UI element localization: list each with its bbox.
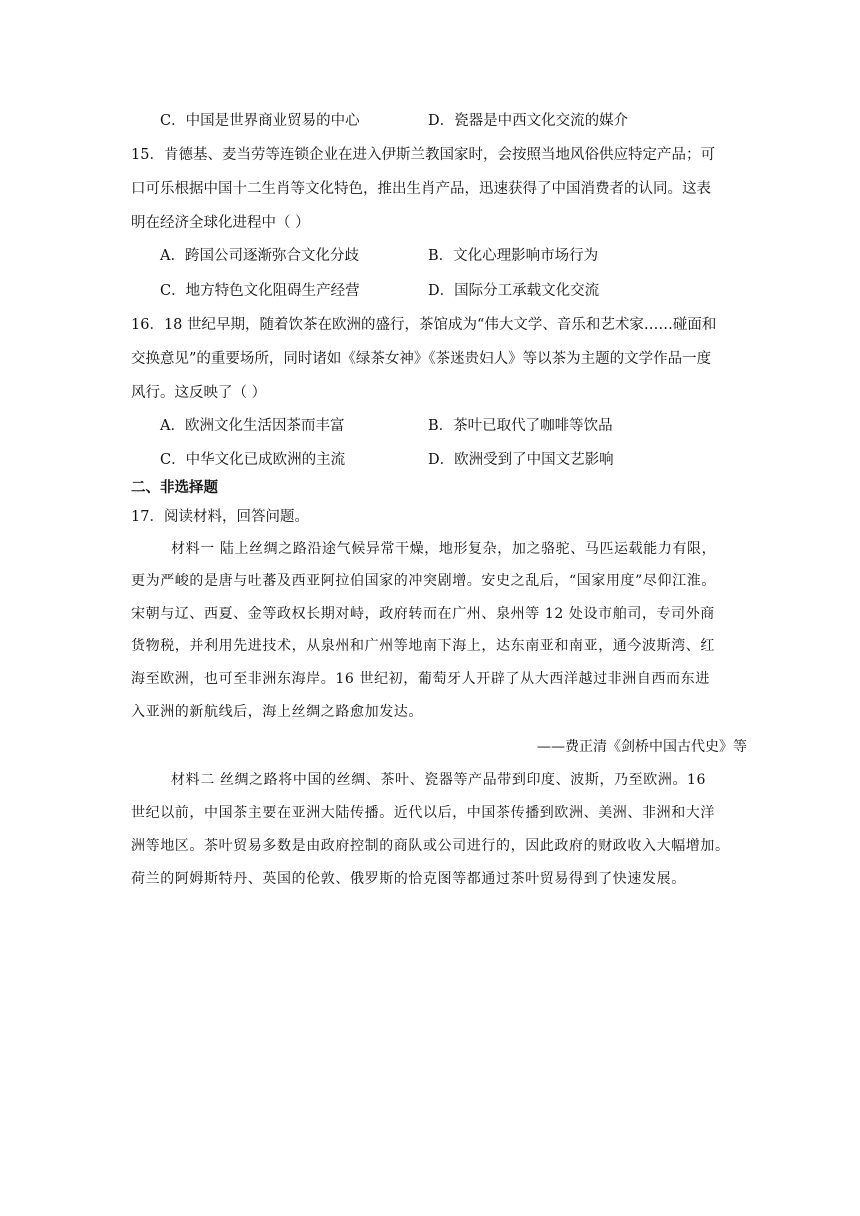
q15-option-a: A．跨国公司逐渐弥合文化分歧 bbox=[160, 248, 359, 264]
q15-option-c: C．地方特色文化阻碍生产经营 bbox=[160, 283, 360, 299]
q15-option-d: D．国际分工承载文化交流 bbox=[428, 283, 600, 299]
material1-line-4: 货物税，并利用先进技术，从泉州和广州等地南下海上，达东南亚和南亚，通今波斯湾、红 bbox=[131, 638, 715, 654]
q14-option-c: C．中国是世界商业贸易的中心 bbox=[160, 113, 360, 129]
q16-option-a: A．欧洲文化生活因茶而丰富 bbox=[160, 418, 345, 434]
material1-line-1: 材料一 陆上丝绸之路沿途气候异常干燥，地形复杂，加之骆驼、马匹运载能力有限， bbox=[171, 541, 717, 557]
material2-line-1: 材料二 丝绸之路将中国的丝绸、茶叶、瓷器等产品带到印度、波斯，乃至欧洲。16 bbox=[171, 772, 707, 788]
q14-option-d: D．瓷器是中西文化交流的媒介 bbox=[428, 113, 629, 129]
section-heading-non-choice: 二、非选择题 bbox=[131, 479, 218, 496]
q16-option-b: B．茶叶已取代了咖啡等饮品 bbox=[428, 418, 613, 434]
q15-stem-line-2: 口可乐根据中国十二生肖等文化特色，推出生肖产品，迅速获得了中国消费者的认同。这表 bbox=[131, 181, 711, 197]
q17-prompt: 17．阅读材料，回答问题。 bbox=[131, 509, 309, 525]
material1-line-5: 海至欧洲，也可至非洲东海岸。16 世纪初，葡萄牙人开辟了从大西洋越过非洲自西而东进 bbox=[131, 671, 710, 687]
q16-option-d: D．欧洲受到了中国文艺影响 bbox=[428, 452, 614, 468]
q16-option-c: C．中华文化已成欧洲的主流 bbox=[160, 452, 346, 468]
q16-stem-line-2: 交换意见”的重要场所，同时诸如《绿茶女神》《茶迷贵妇人》等以茶为主题的文学作品一度 bbox=[131, 351, 712, 367]
material2-line-2: 世纪以前，中国茶主要在亚洲大陆传播。近代以后，中国茶传播到欧洲、美洲、非洲和大洋 bbox=[131, 805, 715, 821]
material1-line-6: 入亚洲的新航线后，海上丝绸之路愈加发达。 bbox=[131, 704, 423, 720]
q16-stem-line-3: 风行。这反映了（ ） bbox=[131, 385, 267, 401]
q16-stem-line-1: 16．18 世纪早期，随着饮茶在欧洲的盛行，茶馆成为“伟大文学、音乐和艺术家……碰面和 bbox=[131, 317, 717, 333]
material2-line-4: 荷兰的阿姆斯特丹、英国的伦敦、俄罗斯的恰克图等都通过茶叶贸易得到了快速发展。 bbox=[131, 871, 686, 887]
material1-line-3: 宋朝与辽、西夏、金等政权长期对峙，政府转而在广州、泉州等 12 处设市舶司，专司外商 bbox=[131, 606, 715, 622]
q15-option-b: B．文化心理影响市场行为 bbox=[428, 248, 599, 264]
material1-line-2: 更为严峻的是唐与吐蕃及西亚阿拉伯国家的冲突剧增。安史之乱后，“国家用度”尽仰江淮。 bbox=[131, 573, 716, 589]
q15-stem-line-3: 明在经济全球化进程中（ ） bbox=[131, 215, 310, 231]
q15-stem-line-1: 15．肯德基、麦当劳等连锁企业在进入伊斯兰教国家时，会按照当地风俗供应特定产品；可 bbox=[131, 147, 715, 163]
material2-line-3: 洲等地区。茶叶贸易多数是由政府控制的商队或公司进行的，因此政府的财政收入大幅增加。 bbox=[131, 838, 730, 854]
material1-source: ——费正清《剑桥中国古代史》等 bbox=[537, 739, 747, 755]
